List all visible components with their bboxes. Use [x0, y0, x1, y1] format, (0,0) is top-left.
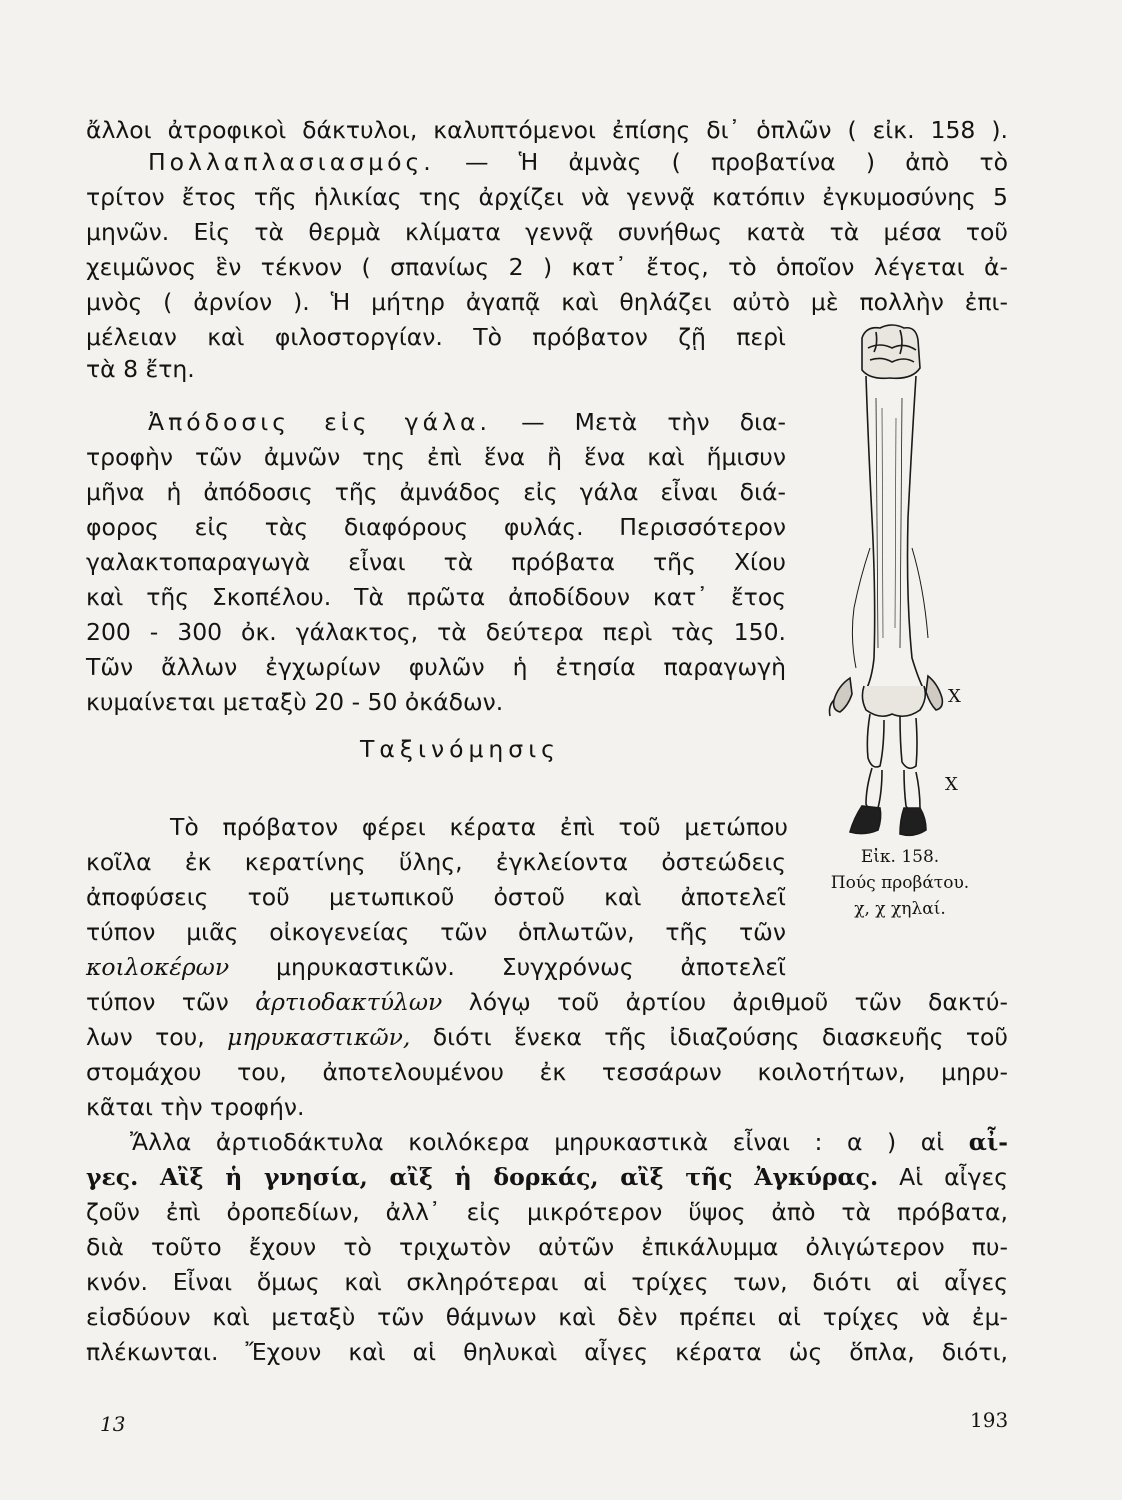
text-span: λόγῳ τοῦ ἀρτίου ἀριθμοῦ τῶν δακτύ- — [468, 988, 1008, 1016]
text-line: καὶ τῆς Σκοπέλου. Τὰ πρῶτα ἀποδίδουν κατ᾽ ἔτος — [86, 583, 786, 611]
text-line: κυμαίνεται μεταξὺ 20 - 50 ὀκάδων. — [86, 688, 504, 716]
italic-term: ἀρτιοδακτύλων — [255, 988, 443, 1016]
text-line: ζοῦν ἐπὶ ὀροπεδίων, ἀλλ᾽ εἰς μικρότερον ὕψος ἀπὸ τὰ πρόβατα, — [86, 1198, 1008, 1226]
figure-mark-x: X — [948, 686, 961, 707]
text-line — [130, 1125, 1008, 1159]
text-line — [86, 1020, 1008, 1054]
text-span: — Μετὰ τὴν δια- — [521, 408, 786, 436]
text-line: τὰ 8 ἔτη. — [86, 355, 195, 383]
text-span: Αἱ αἶγες — [899, 1163, 1009, 1191]
text-line: τροφὴν τῶν ἀμνῶν της ἐπὶ ἕνα ἢ ἕνα καὶ ἥμισυν — [86, 443, 786, 471]
section-heading-inline: Ἀπόδοσις εἰς γάλα. — [148, 408, 491, 436]
text-span: Ἄλλα ἀρτιοδάκτυλα κοιλόκερα μηρυκαστικὰ εἶναι : α ) αἱ — [130, 1128, 945, 1156]
text-line — [86, 950, 786, 984]
figure-mark-x: X — [945, 774, 958, 795]
bold-term: γες. Αἲξ ἡ γνησία, αἲξ ἡ δορκάς, αἲξ τῆς Ἀγκύρας. — [86, 1163, 879, 1191]
text-line: στομάχου του, ἀποτελουμένου ἐκ τεσσάρων κοιλοτήτων, μηρυ- — [86, 1058, 1008, 1086]
text-line: Τὸ πρόβατον φέρει κέρατα ἐπὶ τοῦ μετώπου — [170, 813, 788, 841]
section-heading-inline: Πολλαπλασιασμός. — [148, 148, 435, 176]
text-line: διὰ τοῦτο ἔχουν τὸ τριχωτὸν αὐτῶν ἐπικάλυμμα ὀλιγώτερον πυ- — [86, 1233, 1008, 1261]
text-line: τύπον μιᾶς οἰκογενείας τῶν ὁπλωτῶν, τῆς τῶν — [86, 918, 786, 946]
text-line: κοῖλα ἐκ κερατίνης ὕλης, ἐγκλείοντα ὀστεώδεις — [86, 848, 786, 876]
text-line: ἀποφύσεις τοῦ μετωπικοῦ ὀστοῦ καὶ ἀποτελεῖ — [86, 883, 786, 911]
text-line: μῆνα ἡ ἀπόδοσις τῆς ἀμνάδος εἰς γάλα εἶναι διά- — [86, 478, 786, 506]
text-line: εἰσδύουν καὶ μεταξὺ τῶν θάμνων καὶ δὲν πρέπει αἱ τρίχες νὰ ἐμ- — [86, 1303, 1008, 1331]
text-line — [148, 405, 786, 439]
text-line: φορος εἰς τὰς διαφόρους φυλάς. Περισσότερον — [86, 513, 786, 541]
text-line: τρίτον ἔτος τῆς ἡλικίας της ἀρχίζει νὰ γεννᾷ κατόπιν ἐγκυμοσύνης 5 — [86, 183, 1008, 211]
page-number: 193 — [970, 1408, 1009, 1432]
italic-term: κοιλοκέρων — [86, 953, 230, 981]
text-line — [86, 1160, 1008, 1194]
text-span: τύπον τῶν — [86, 988, 229, 1016]
text-line: μνὸς ( ἀρνίον ). Ἡ μήτηρ ἀγαπᾷ καὶ θηλάζει αὐτὸ μὲ πολλὴν ἐπι- — [86, 288, 1008, 316]
text-line: Τῶν ἄλλων ἐγχωρίων φυλῶν ἡ ἐτησία παραγωγὴ — [86, 653, 786, 681]
figure-caption-number: Εἰκ. 158. — [860, 847, 940, 867]
text-span: λων του, — [86, 1023, 205, 1051]
sheep-foot-bone-illustration — [820, 318, 990, 838]
bold-term: αἶ- — [968, 1128, 1008, 1156]
section-heading: Ταξινόμησις — [360, 735, 560, 763]
text-line — [148, 145, 1008, 179]
text-line: ἄλλοι ἀτροφικοὶ δάκτυλοι, καλυπτόμενοι ἐπίσης δι᾽ ὁπλῶν ( εἰκ. 158 ). — [86, 116, 1008, 144]
text-span: μηρυκαστικῶν. Συγχρόνως ἀποτελεῖ — [276, 953, 786, 981]
signature-mark: 13 — [100, 1412, 126, 1436]
figure-caption-title: Πούς προβάτου. — [830, 873, 970, 893]
text-span: — Ἡ ἀμνὰς ( προβατίνα ) ἀπὸ τὸ — [464, 148, 1008, 176]
text-line: γαλακτοπαραγωγὰ εἶναι τὰ πρόβατα τῆς Χίου — [86, 548, 786, 576]
text-line: μέλειαν καὶ φιλοστοργίαν. Τὸ πρόβατον ζῇ περὶ — [86, 323, 786, 351]
text-span: διότι ἕνεκα τῆς ἰδιαζούσης διασκευῆς τοῦ — [432, 1023, 1008, 1051]
text-line — [86, 985, 1008, 1019]
text-line: κᾶται τὴν τροφήν. — [86, 1093, 305, 1121]
text-line: χειμῶνος ἓν τέκνον ( σπανίως 2 ) κατ᾽ ἔτος, τὸ ὁποῖον λέγεται ἀ- — [86, 253, 1008, 281]
text-line: μηνῶν. Εἰς τὰ θερμὰ κλίματα γεννᾷ συνήθως κατὰ τὰ μέσα τοῦ — [86, 218, 1008, 246]
figure-caption-note: χ, χ χηλαί. — [854, 899, 946, 919]
text-line: κνόν. Εἶναι ὅμως καὶ σκληρότεραι αἱ τρίχες των, διότι αἱ αἶγες — [86, 1268, 1008, 1296]
text-line: πλέκωνται. Ἔχουν καὶ αἱ θηλυκαὶ αἶγες κέρατα ὡς ὅπλα, διότι, — [86, 1338, 1008, 1366]
italic-term: μηρυκαστικῶν, — [227, 1023, 411, 1051]
text-line: 200 - 300 ὀκ. γάλακτος, τὰ δεύτερα περὶ τὰς 150. — [86, 618, 786, 646]
